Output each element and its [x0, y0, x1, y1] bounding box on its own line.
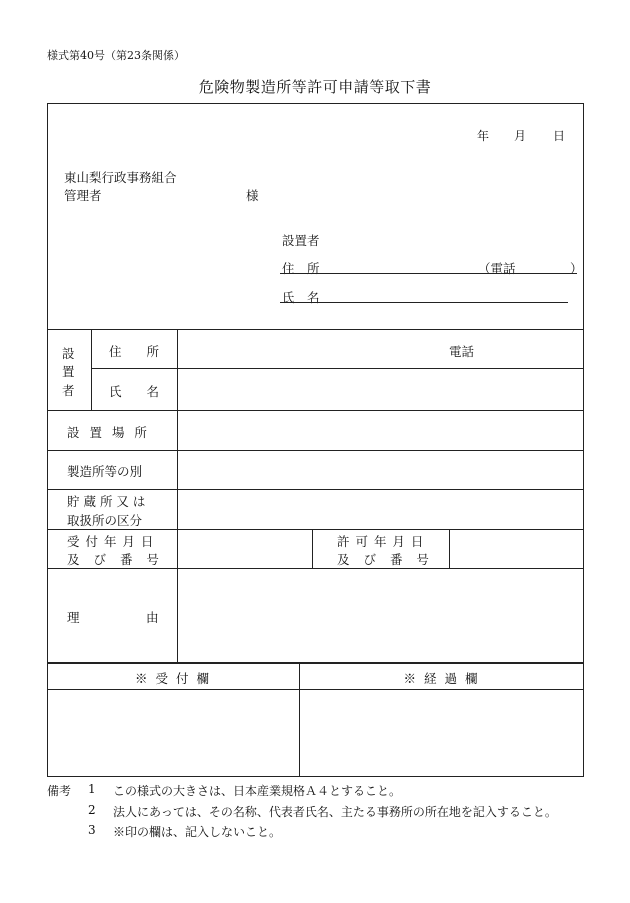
- col-line-label: [177, 329, 178, 662]
- row-line-2: [47, 450, 584, 451]
- row-line-installer-mid: [91, 368, 584, 369]
- received-label-1: 受 付 年 月 日: [67, 534, 155, 549]
- note-2-text: 法人にあっては、その名称、代表者氏名、主たる事務所の所在地を記入すること。: [113, 805, 557, 819]
- table-top-line: [47, 329, 584, 330]
- row-line-3: [47, 489, 584, 490]
- applicant-address-label: 住 所: [282, 261, 320, 276]
- date-day: 日: [553, 129, 566, 143]
- reception-column-header: ※ 受 付 欄: [135, 671, 211, 686]
- applicant-heading: 設置者: [282, 233, 320, 248]
- reason-label-2: 由: [146, 610, 159, 625]
- notes-heading: 備考: [47, 784, 72, 798]
- installer-label-1: 設: [62, 346, 75, 361]
- address-underline: [280, 273, 577, 274]
- permit-label-2: 及 び 番 号: [337, 552, 434, 567]
- note-1-number: 1: [88, 782, 96, 796]
- note-3-number: 3: [88, 823, 96, 837]
- storage-label-1: 貯 蔵 所 又 は: [67, 494, 146, 509]
- facility-type-label: 製造所等の別: [67, 464, 143, 479]
- col-line-permit-right: [449, 529, 450, 568]
- col-line-permit-left: [312, 529, 313, 568]
- installer-label-2: 置: [62, 364, 75, 379]
- col-line-installer: [91, 329, 92, 410]
- reason-label-1: 理: [67, 610, 80, 625]
- date-year: 年: [477, 129, 490, 143]
- row-line-1: [47, 410, 584, 411]
- note-3-text: ※印の欄は、記入しないこと。: [113, 825, 282, 839]
- received-label-2: 及 び 番 号: [67, 552, 164, 567]
- row-address-label: 住 所: [109, 344, 160, 359]
- addressee-honorific: 様: [246, 188, 259, 203]
- installer-label-3: 者: [62, 383, 75, 398]
- row-line-office-top: [47, 662, 584, 664]
- applicant-phone-close: ）: [570, 261, 583, 276]
- applicant-phone-label: （電話: [478, 261, 516, 276]
- date-month: 月: [514, 129, 527, 143]
- note-2-number: 2: [88, 803, 96, 817]
- permit-label-1: 許 可 年 月 日: [337, 534, 425, 549]
- progress-column-header: ※ 経 過 欄: [403, 671, 480, 686]
- row-line-office-header: [47, 689, 584, 690]
- applicant-name-label: 氏 名: [282, 290, 320, 305]
- note-1-text: この様式の大きさは、日本産業規格Ａ４とすること。: [113, 784, 402, 798]
- storage-label-2: 取扱所の区分: [67, 513, 143, 528]
- addressee-role: 管理者: [64, 188, 102, 203]
- name-underline: [280, 302, 568, 303]
- row-line-4: [47, 529, 584, 530]
- document-title: 危険物製造所等許可申請等取下書: [198, 78, 432, 96]
- form-number: 様式第40号（第23条関係）: [47, 49, 185, 62]
- row-name-label: 氏 名: [109, 384, 160, 399]
- row-phone-label: 電話: [449, 344, 475, 359]
- addressee-org: 東山梨行政事務組合: [64, 170, 177, 185]
- location-label: 設 置 場 所: [67, 425, 150, 440]
- row-line-5: [47, 568, 584, 569]
